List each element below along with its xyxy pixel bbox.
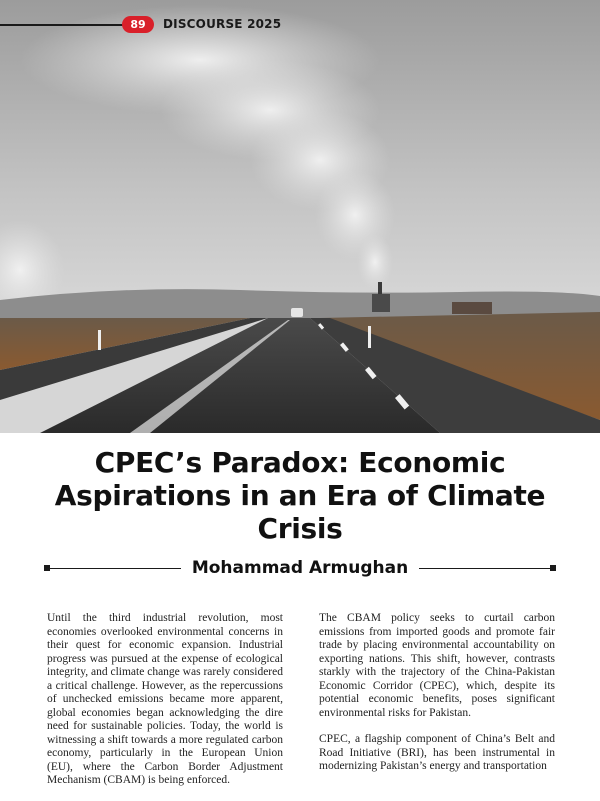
header-rule — [0, 24, 124, 26]
page-header — [0, 0, 600, 48]
page-number-badge: 89 — [122, 16, 154, 33]
paragraph: The CBAM policy seeks to curtail carbon emissions from imported goods and promote fair trade by placing environmental accountability on exporting nations. This shift, however, contrasts starkly with the trajectory of the China-Pakistan Economic Corridor (CPEC), which, despite its potential economic benefits, poses significant environmental risks for Pakistan. — [319, 612, 555, 719]
right-column — [319, 612, 555, 787]
article-title: CPEC’s Paradox: Economic Aspirations in an Era of Climate Crisis — [54, 446, 546, 545]
magazine-title: DISCOURSE 2025 — [163, 17, 282, 31]
byline — [44, 556, 556, 580]
byline-rule-left — [48, 568, 181, 569]
paragraph: Until the third industrial revolution, most economies overlooked environmental concerns in their quest for economic expansion. Industrial progress was pursued at the expense of ecological integrity, and climate change was rarely considered a critical challenge. However, as the repercussions of unchecked emissions became more apparent, global economies began acknowledging the dire need for sustainable policies. Today, the world is witnessing a shift towards a more regulated carbon economy, particularly in the European Union (EU), where the Carbon Border Adjustment Mechanism (CBAM) is being enforced. — [47, 612, 283, 786]
left-column — [47, 612, 283, 801]
byline-rule-right — [419, 568, 551, 569]
author-name: Mohammad Armughan — [191, 558, 409, 578]
byline-dot-right — [550, 565, 556, 571]
paragraph: CPEC, a flagship component of China’s Belt and Road Initiative (BRI), has been instrumental in modernizing Pakistan’s energy and transportation — [319, 733, 555, 772]
